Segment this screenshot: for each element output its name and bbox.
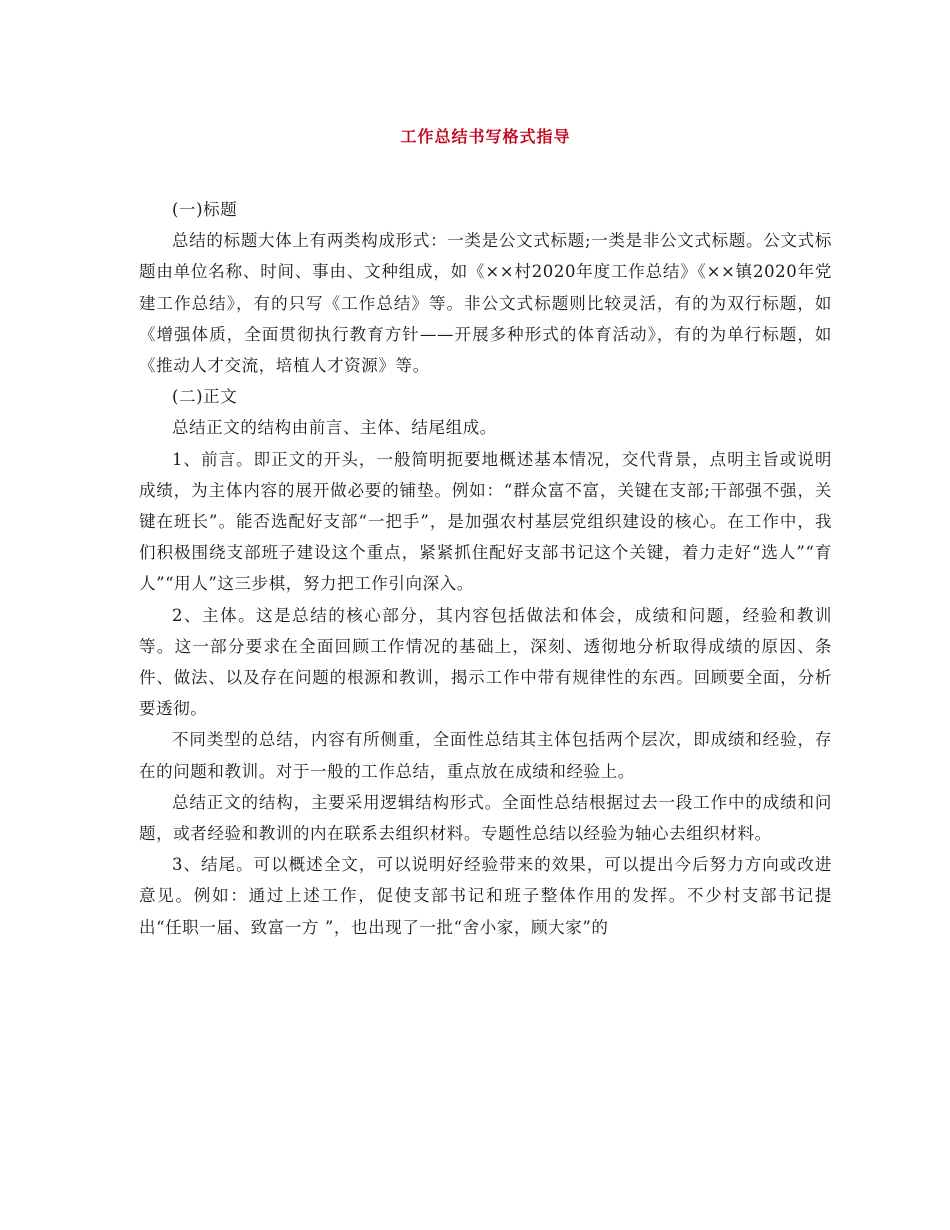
paragraph-logic-structure: 总结正文的结构，主要采用逻辑结构形式。全面性总结根据过去一段工作中的成绩和问题，或者经验和教训的内在联系去组织材料。专题性总结以经验为轴心去组织材料。 [139, 792, 832, 844]
paragraph-title-forms: 总结的标题大体上有两类构成形式：一类是公文式标题;一类是非公文式标题。公文式标题由单位名称、时间、事由、文种组成，如《××村2020年度工作总结》《××镇2020年党建工作总结》，有的只写《工作总结》等。非公文式标题则比较灵活，有的为双行标题，如《增强体质，全面贯彻执行教育方针——开展多种形式的体育活动》，有的为单行标题，如《推动人才交流，培植人才资源》等。 [139, 231, 832, 376]
paragraph-main: 2、主体。这是总结的核心部分，其内容包括做法和体会，成绩和问题，经验和教训等。这一部分要求在全面回顾工作情况的基础上，深刻、透彻地分析取得成绩的原因、条件、做法、以及存在问题的根源和教训，揭示工作中带有规律性的东西。回顾要全面，分析要透彻。 [139, 605, 832, 719]
section-heading-body: (二)正文 [172, 387, 238, 407]
paragraph-preface: 1、前言。即正文的开头，一般简明扼要地概述基本情况，交代背景，点明主旨或说明成绩，为主体内容的展开做必要的铺垫。例如：“群众富不富，关键在支部;干部强不强，关键在班长”。能否选配好支部“一把手”，是加强农村基层党组织建设的核心。在工作中，我们积极围绕支部班子建设这个重点，紧紧抓住配好支部书记这个关键，着力走好“选人”“育人”“用人”这三步棋，努力把工作引向深入。 [139, 449, 832, 594]
paragraph-types: 不同类型的总结，内容有所侧重，全面性总结其主体包括两个层次，即成绩和经验，存在的问题和教训。对于一般的工作总结，重点放在成绩和经验上。 [139, 730, 832, 781]
paragraph-body-structure: 总结正文的结构由前言、主体、结尾组成。 [172, 418, 497, 438]
document-title: 工作总结书写格式指导 [400, 127, 571, 146]
paragraph-ending: 3、结尾。可以概述全文，可以说明好经验带来的效果，可以提出今后努力方向或改进意见。例如：通过上述工作，促使支部书记和班子整体作用的发挥。不少村支部书记提出“任职一届、致富一方 ”，也出现了一批“舍小家，顾大家”的 [139, 855, 832, 937]
section-heading-title: (一)标题 [172, 200, 238, 219]
document-body [139, 194, 832, 943]
